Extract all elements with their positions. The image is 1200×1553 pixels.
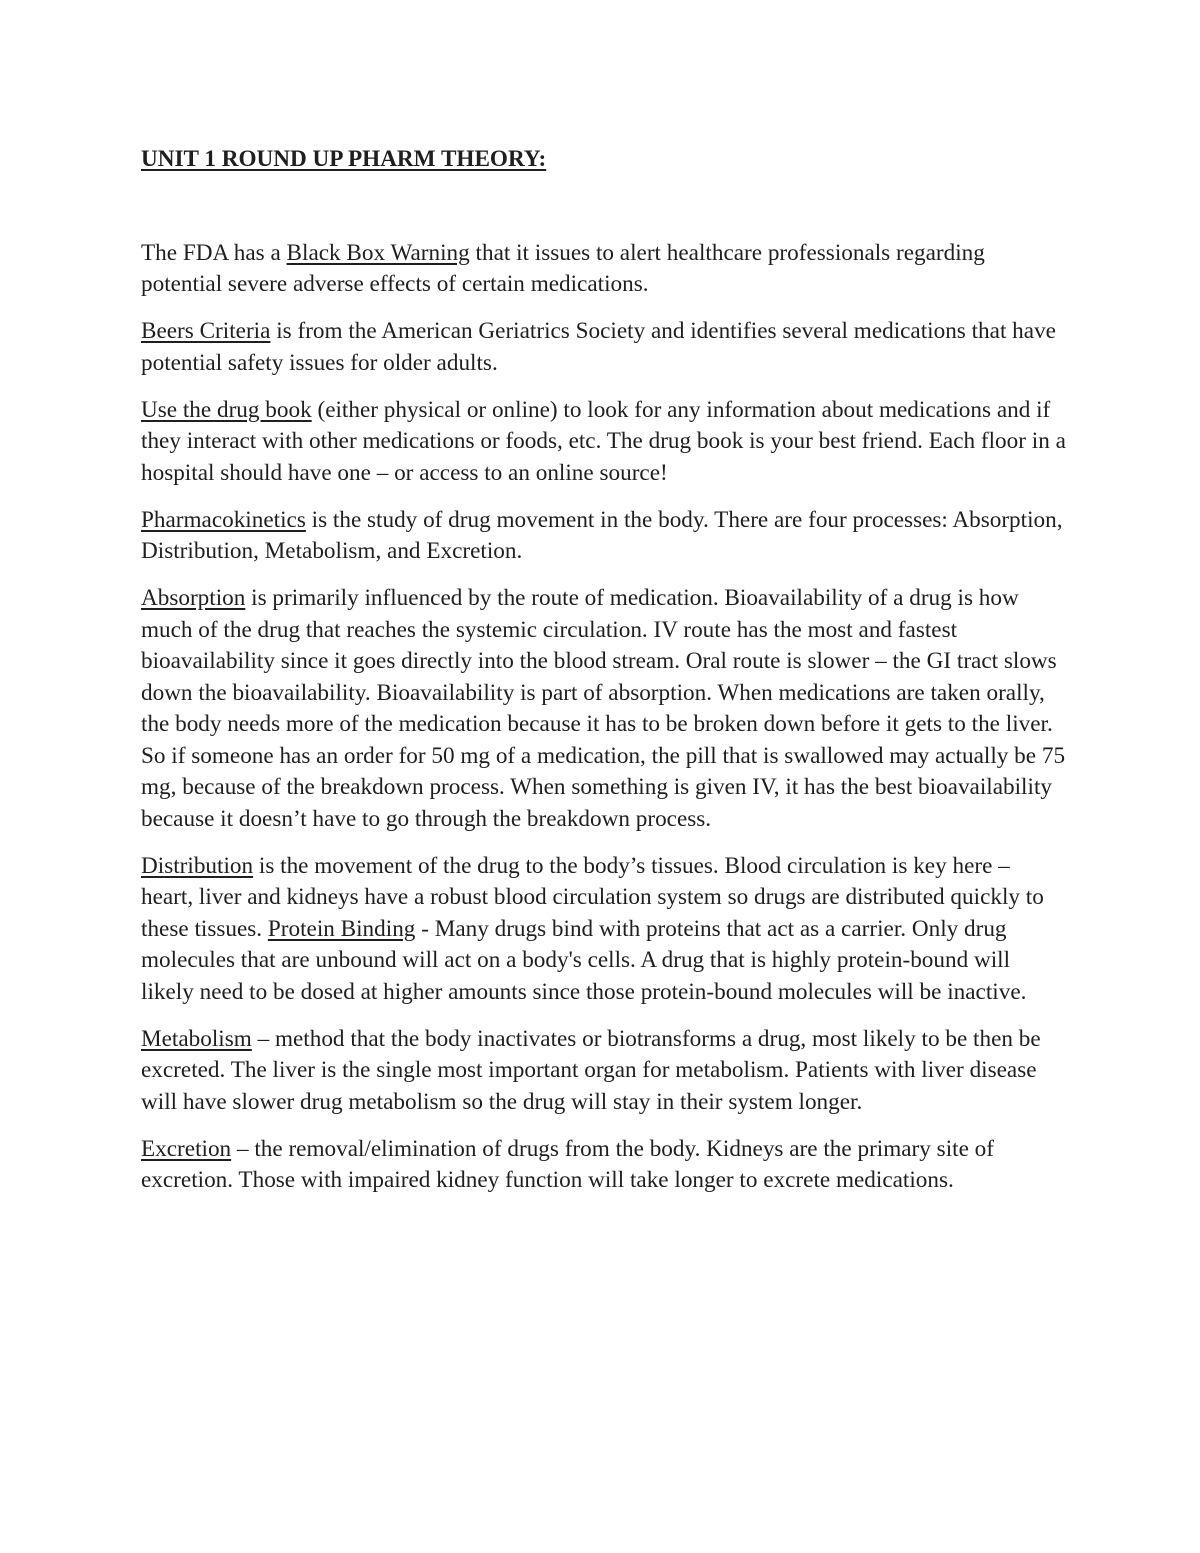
paragraph-text: – the removal/elimination of drugs from the body. Kidneys are the primary site of excretion. Those with impaired kidney function will take longer to excrete medications. <box>141 1135 994 1193</box>
term-metabolism: Metabolism <box>141 1025 252 1052</box>
term-absorption: Absorption <box>141 585 246 611</box>
paragraph-text: (either physical or online) to look for any information about medications and if they interact with other medications or foods, etc. The drug book is your best friend. Each floor in a hospital should have one – or access to an online source! <box>141 396 1066 486</box>
term-distribution: Distribution <box>141 852 254 879</box>
paragraph-text: is primarily influenced by the route of medication. Bioavailability of a drug is how much of the drug that reaches the systemic circulation. IV route has the most and fastest bioavailability since it goes directly into the blood stream. Oral route is slower – the GI tract slows down the bioavailability. Bioavailability is part of absorption. When medications are taken orally, the body needs more of the medication because it has to be broken down before it gets to the liver. So if someone has an order for 50 mg of a medication, the pill that is swallowed may actually be 75 mg, because of the breakdown process. When something is given IV, it has the best bioavailability because it doesn’t have to go through the breakdown process. <box>141 585 1066 832</box>
paragraph-text: is the movement of the drug to the body’s tissues. Blood circulation is key here – heart, liver and kidneys have a robust blood circulation system so drugs are distributed quickly to these tissues. <box>141 852 1044 942</box>
term-use-the-drug-book: Use the drug book <box>141 396 312 423</box>
term-black-box-warning: Black Box Warning <box>286 239 470 266</box>
paragraph-distribution <box>141 851 1066 1009</box>
paragraph-text: The FDA has a <box>141 239 287 266</box>
paragraph-text: – method that the body inactivates or biotransforms a drug, most likely to be then be excreted. The liver is the single most important organ for metabolism. Patients with liver disease will have slower drug metabolism so the drug will stay in their system longer. <box>141 1025 1041 1115</box>
term-protein-binding: Protein Binding <box>267 915 416 942</box>
term-excretion: Excretion <box>141 1135 232 1162</box>
paragraph-absorption <box>141 583 1066 835</box>
document-body <box>141 144 1066 1212</box>
paragraph-drug-book <box>141 395 1066 490</box>
paragraph-excretion <box>141 1134 1066 1197</box>
document-title: UNIT 1 ROUND UP PHARM THEORY: <box>141 146 547 172</box>
paragraph-text: is from the American Geriatrics Society and identifies several medications that have potential safety issues for older adults. <box>141 318 1056 376</box>
paragraph-black-box-warning <box>141 238 1066 301</box>
paragraph-beers-criteria <box>141 316 1066 379</box>
term-beers-criteria: Beers Criteria <box>141 318 271 344</box>
paragraph-text: - Many drugs bind with proteins that act as a carrier. Only drug molecules that are unbound will act on a body's cells. A drug that is highly protein-bound will likely need to be dosed at higher amounts since those protein-bound molecules will be inactive. <box>141 915 1027 1005</box>
paragraph-pharmacokinetics <box>141 505 1066 568</box>
term-pharmacokinetics: Pharmacokinetics <box>141 506 306 533</box>
paragraph-metabolism <box>141 1024 1066 1119</box>
paragraph-text: is the study of drug movement in the body. There are four processes: Absorption, Distribution, Metabolism, and Excretion. <box>141 506 1063 564</box>
paragraph-text: that it issues to alert healthcare professionals regarding potential severe adverse effects of certain medications. <box>141 239 985 297</box>
